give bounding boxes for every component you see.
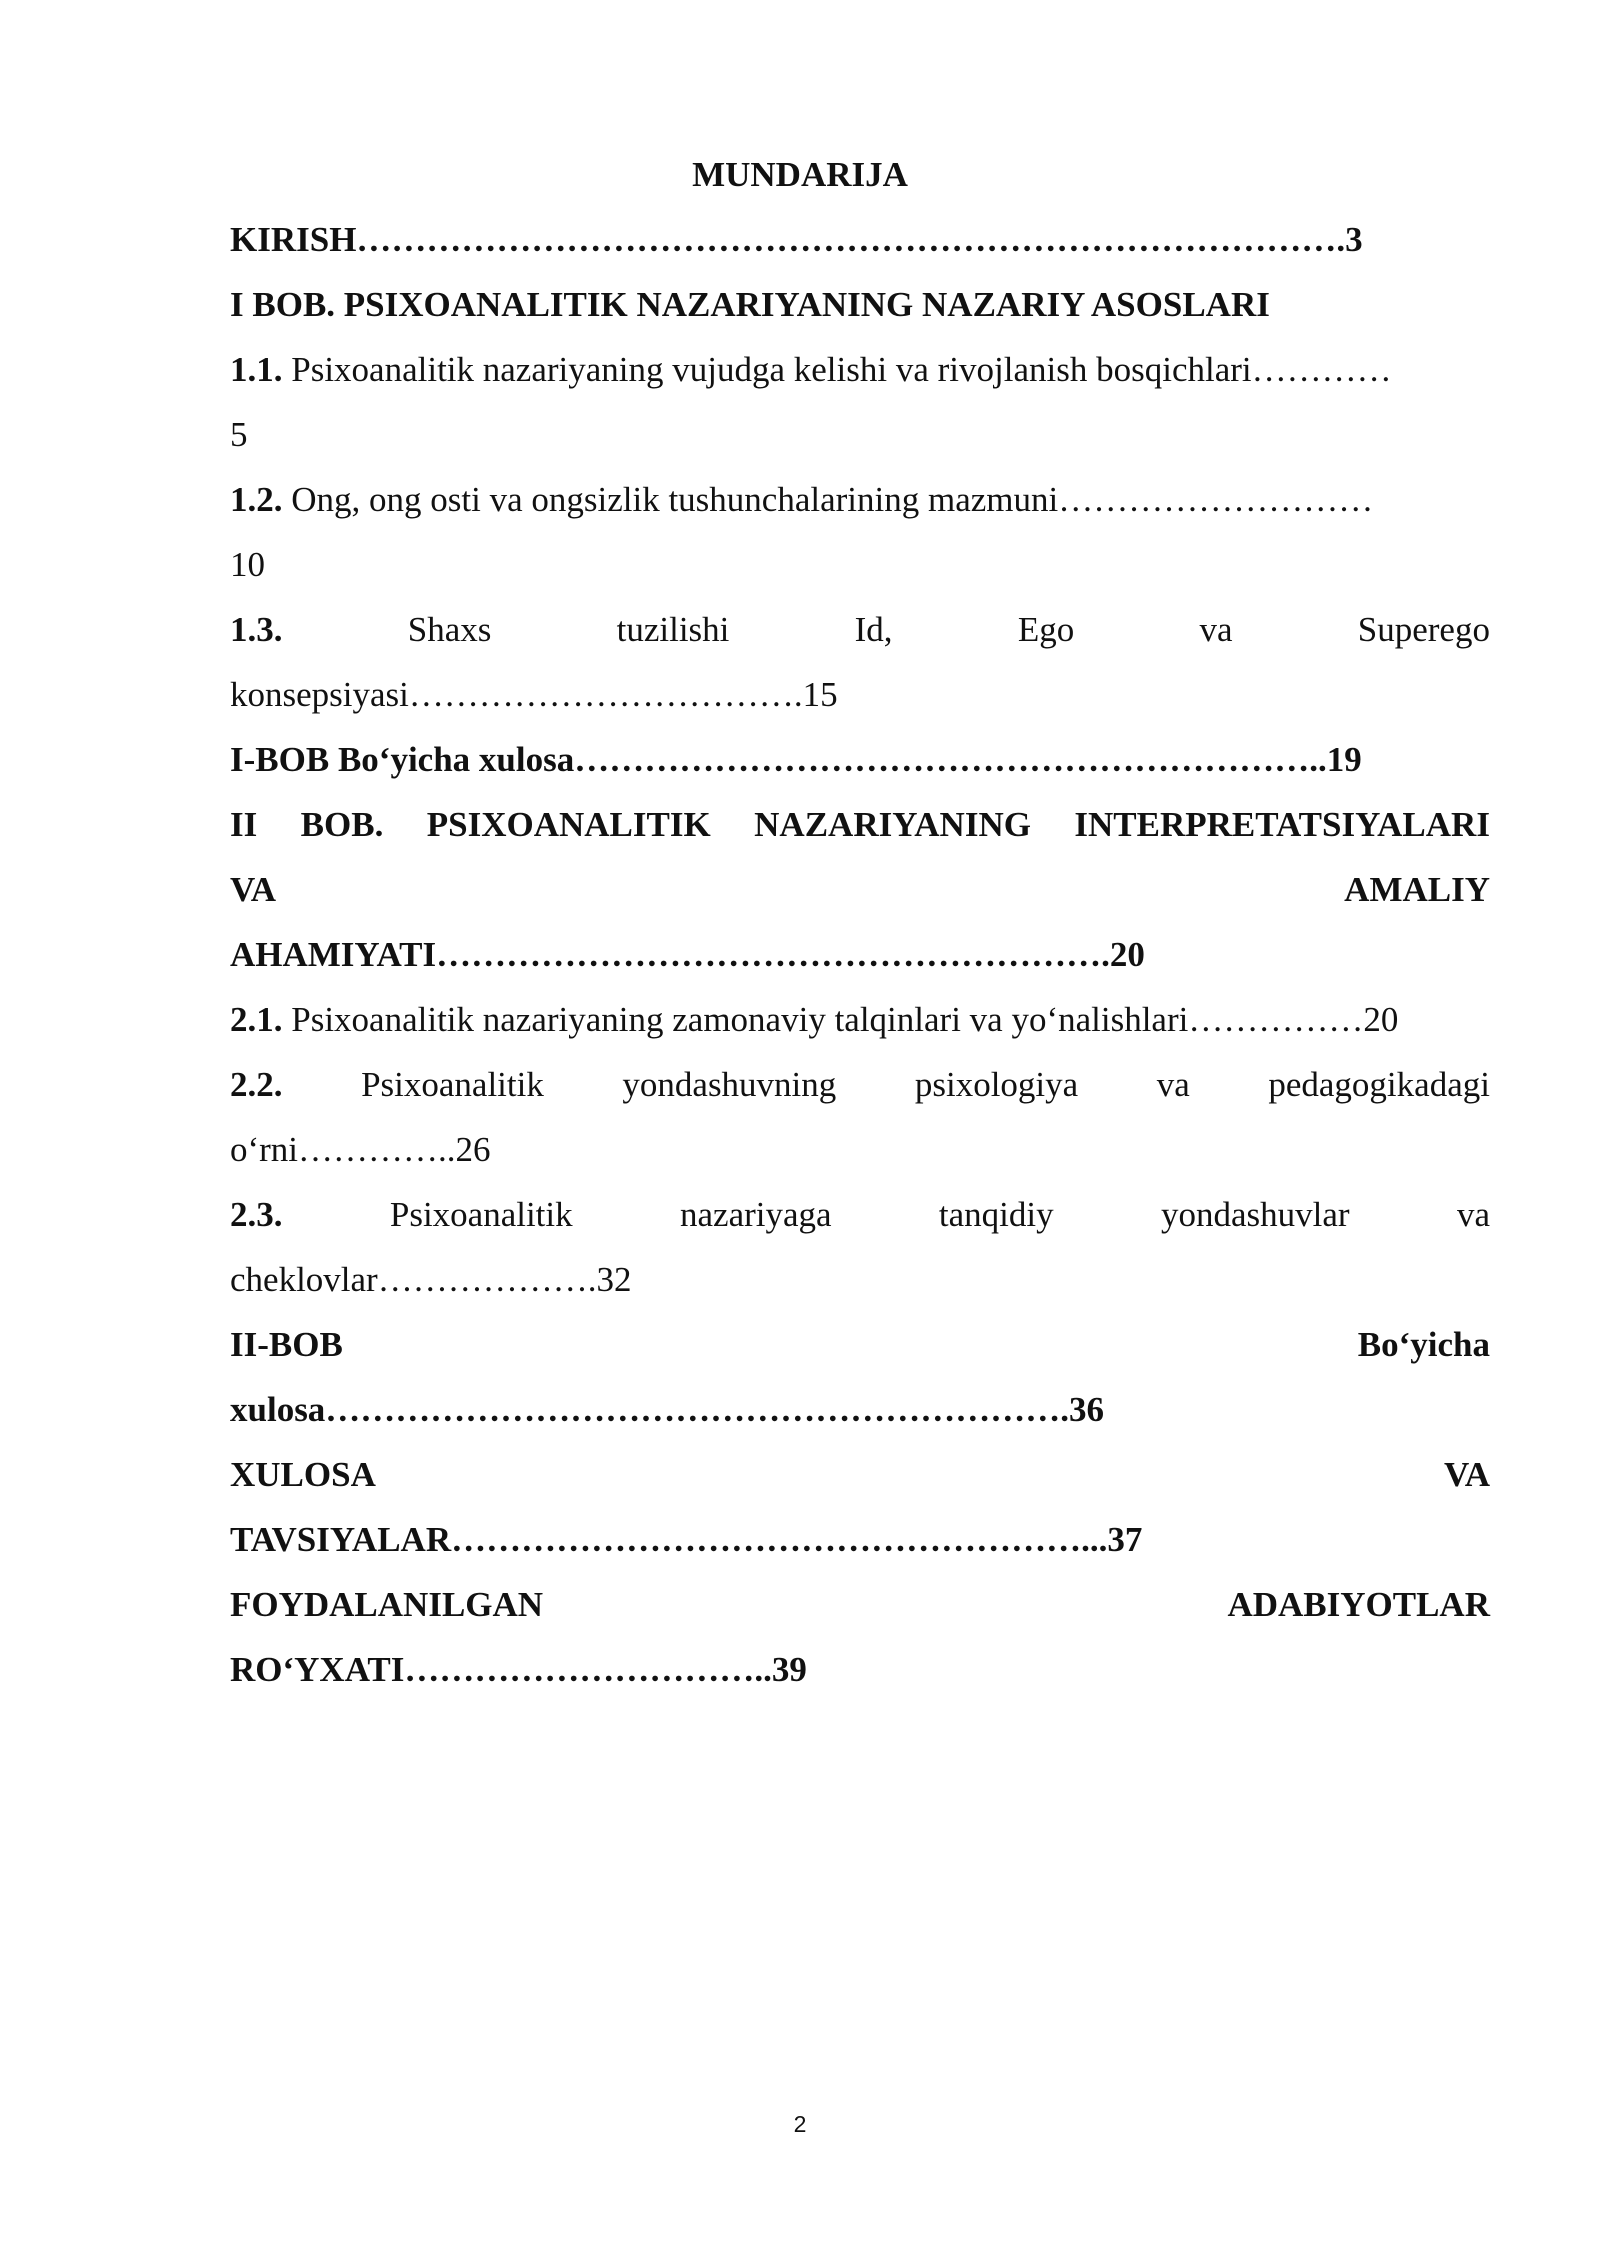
section-number: 2.3.: [230, 1195, 283, 1234]
toc-word: va: [1456, 1195, 1490, 1234]
toc-word: II: [230, 805, 258, 844]
toc-word: VA: [230, 870, 277, 909]
section-title: Psixoanalitik nazariyaning vujudga kelishi va rivojlanish bosqichlari…………: [282, 350, 1392, 389]
section-number: 1.1.: [230, 350, 283, 389]
toc-references-line2: RO‘YXATI…………………………..39: [230, 1650, 807, 1689]
toc-chapter-2-summary-line2: xulosa……………………………………………………….36: [230, 1390, 1105, 1429]
page-title: MUNDARIJA: [692, 155, 908, 194]
toc-word: psixologiya: [914, 1065, 1079, 1104]
toc-word: nazariyaga: [680, 1195, 832, 1234]
section-number: 1.2.: [230, 480, 283, 519]
toc-word: AMALIY: [1344, 870, 1490, 909]
toc-word: Bo‘yicha: [1357, 1325, 1490, 1364]
toc-word: yondashuvning: [622, 1065, 837, 1104]
section-number: 2.1.: [230, 1000, 283, 1039]
section-title: Ong, ong osti va ongsizlik tushunchalarining mazmuni………………………: [282, 480, 1374, 519]
toc-word: va: [1199, 610, 1233, 649]
section-title: Psixoanalitik nazariyaning zamonaviy talqinlari va yo‘nalishlari……………20: [282, 1000, 1399, 1039]
section-number: 2.2.: [230, 1065, 283, 1104]
toc-entry-2-3: [230, 1193, 1490, 1237]
toc-entry-2-1: [230, 998, 1490, 1042]
toc-entry-kirish: KIRISH………………………………………………………………………….3: [230, 220, 1363, 259]
toc-entry-1-3: [230, 608, 1490, 652]
toc-word: tuzilishi: [616, 610, 730, 649]
toc-entry-1-1: [230, 348, 1490, 392]
toc-word: ADABIYOTLAR: [1227, 1585, 1490, 1624]
toc-word: INTERPRETATSIYALARI: [1074, 805, 1490, 844]
toc-word: pedagogikadagi: [1268, 1065, 1490, 1104]
toc-entry-2-2: [230, 1063, 1490, 1107]
toc-word: PSIXOANALITIK: [426, 805, 711, 844]
toc-entry-1-2-page: 10: [230, 545, 265, 584]
toc-references: [230, 1583, 1490, 1627]
toc-word: Ego: [1017, 610, 1075, 649]
toc-word: tanqidiy: [938, 1195, 1054, 1234]
toc-entry-1-1-page: 5: [230, 415, 248, 454]
toc-entry-2-3-cont: cheklovlar……………….32: [230, 1260, 632, 1299]
toc-conclusion-line2: TAVSIYALAR………………………………………………...37: [230, 1520, 1143, 1559]
toc-chapter-2-heading-line3: AHAMIYATI………………………………………………….20: [230, 935, 1145, 974]
toc-word: XULOSA: [230, 1455, 376, 1494]
toc-word: Superego: [1357, 610, 1490, 649]
toc-word: VA: [1443, 1455, 1490, 1494]
toc-entry-1-3-cont: konsepsiyasi…………………………….15: [230, 675, 838, 714]
toc-word: II-BOB: [230, 1325, 343, 1364]
toc-chapter-2-heading: [230, 803, 1490, 847]
toc-word: Psixoanalitik: [389, 1195, 573, 1234]
section-number: 1.3.: [230, 610, 283, 649]
toc-word: BOB.: [300, 805, 384, 844]
toc-chapter-1-heading: I BOB. PSIXOANALITIK NAZARIYANING NAZARIY ASOSLARI: [230, 285, 1270, 324]
toc-entry-1-2: [230, 478, 1490, 522]
toc-conclusion: [230, 1453, 1490, 1497]
toc-word: Id,: [854, 610, 893, 649]
toc-word: NAZARIYANING: [754, 805, 1031, 844]
toc-entry-2-2-cont: o‘rni…………..26: [230, 1130, 491, 1169]
toc-word: Shaxs: [407, 610, 492, 649]
toc-word: Psixoanalitik: [361, 1065, 544, 1104]
toc-word: va: [1156, 1065, 1190, 1104]
toc-chapter-2-summary: [230, 1323, 1490, 1367]
toc-word: FOYDALANILGAN: [230, 1585, 544, 1624]
toc-word: yondashuvlar: [1161, 1195, 1350, 1234]
page-number: 2: [793, 2111, 807, 2137]
toc-chapter-2-heading-line2: [230, 868, 1490, 912]
toc-chapter-1-summary: I-BOB Bo‘yicha xulosa………………………………………………………..19: [230, 740, 1362, 779]
